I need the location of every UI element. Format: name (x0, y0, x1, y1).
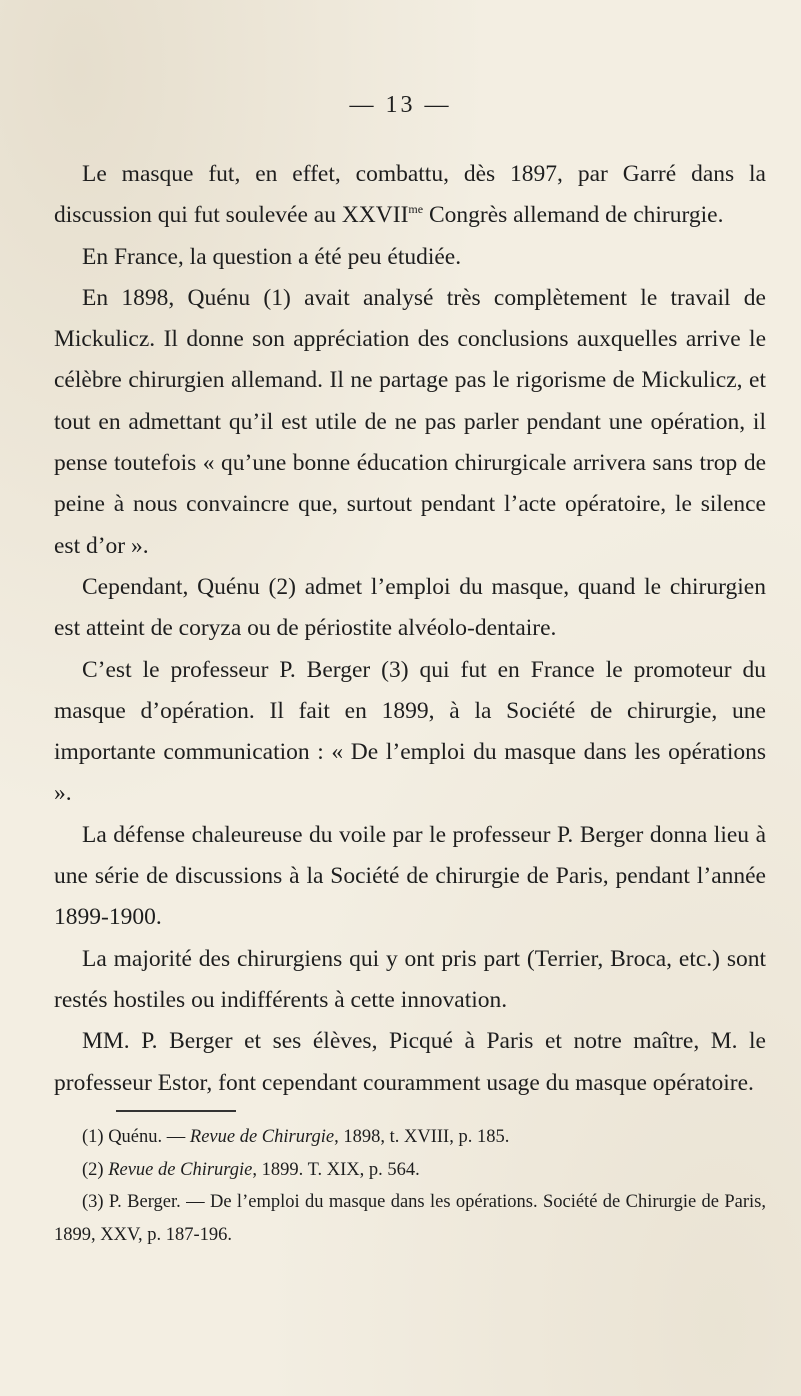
footnote-text: , 1899. T. XIX, p. 564. (252, 1159, 420, 1180)
body-text (54, 154, 766, 1104)
paragraph: C’est le professeur P. Berger (3) qui fut en France le promoteur du masque d’opération. Il fait en 1899, à la Société de chirurgie, une importante communication : « De l’emploi du masque dans les opérations ». (54, 656, 766, 807)
footnote-text: , 1898, t. XVIII, p. 185. (334, 1127, 510, 1147)
paragraph-text: Congrès allemand de chirurgie. (423, 202, 724, 229)
journal-title: Revue de Chirurgie (189, 1127, 335, 1147)
journal-title: Revue de Chirurgie (108, 1159, 253, 1180)
paragraph: La majorité des chirurgiens qui y ont pris part (Terrier, Broca, etc.) sont restés hostiles ou indifférents à cette innovation. (54, 945, 766, 1013)
paragraph-text: Le masque fut, en effet, combattu, dès 1897, par Garré dans la discussion qui fut soulevée au XXVII (54, 161, 766, 229)
footnote (54, 1121, 766, 1154)
paragraph (54, 154, 766, 237)
footnote-text: (1) Quénu. — (82, 1127, 190, 1147)
paragraph: La défense chaleureuse du voile par le professeur P. Berger donna lieu à une série de discussions à la Société de chirurgie de Paris, pendant l’année 1899-1900. (54, 821, 766, 931)
paragraph: En France, la question a été peu étudiée. (82, 243, 462, 270)
footnote-divider (116, 1110, 236, 1112)
footnotes (54, 1121, 766, 1251)
paragraph: MM. P. Berger et ses élèves, Picqué à Paris et notre maître, M. le professeur Estor, font cependant couramment usage du masque opératoire. (54, 1028, 766, 1096)
paragraph: En 1898, Quénu (1) avait analysé très complètement le travail de Mickulicz. Il donne son appréciation des conclusions auxquelles arrive le célèbre chirurgien allemand. Il ne partage pas le rigorisme de Mickulicz, et tout en admettant qu’il est utile de ne pas parler pendant une opération, il pense toutefois « qu’une bonne éducation chirurgicale arrivera sans trop de peine à nous convaincre que, surtout pendant l’acte opératoire, le silence est d’or ». (54, 284, 766, 559)
footnote-text: (2) (82, 1159, 109, 1180)
footnote: (3) P. Berger. — De l’emploi du masque dans les opérations. Société de Chirurgie de Paris, 1899, XXV, p. 187-196. (54, 1192, 766, 1245)
page-number: — 13 — (349, 92, 452, 118)
footnote (54, 1154, 766, 1187)
paragraph: Cependant, Quénu (2) admet l’emploi du masque, quand le chirurgien est atteint de coryza ou de périostite alvéolo-dentaire. (54, 573, 766, 642)
superscript: me (408, 202, 424, 217)
